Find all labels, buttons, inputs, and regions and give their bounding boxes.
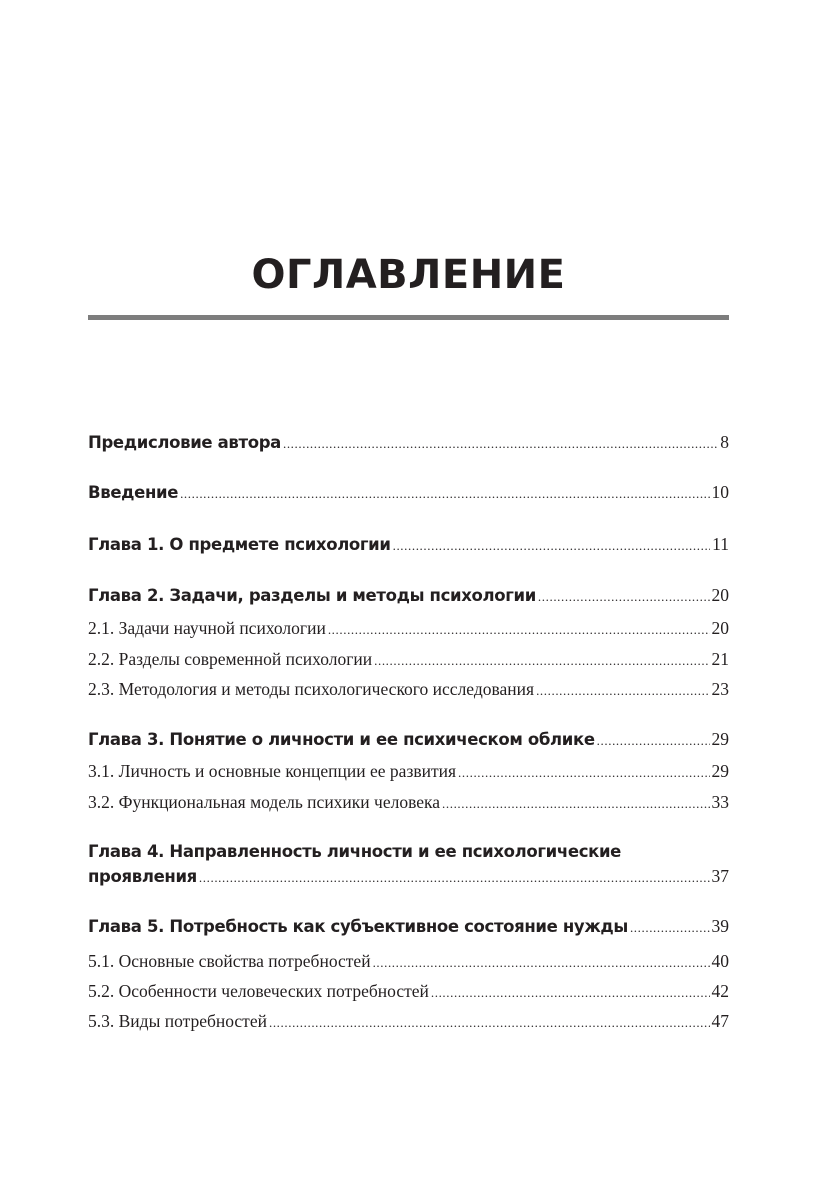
dot-leader	[373, 955, 710, 971]
toc-entry-title: Глава 5. Потребность как субъективное состояние нужды	[88, 917, 628, 936]
toc-entry-page: 33	[711, 792, 729, 812]
toc-entry-page: 37	[711, 866, 729, 886]
dot-leader	[328, 622, 710, 638]
toc-entry-page: 39	[711, 916, 729, 936]
toc-entry-page: 29	[711, 729, 729, 749]
page-title: ОГЛАВЛЕНИЕ	[251, 252, 566, 298]
toc-entry-chapter-3[interactable]	[88, 729, 729, 755]
toc-entry-title: Введение	[88, 483, 179, 502]
toc-entry-page: 40	[711, 951, 729, 971]
toc-entry-title: Предисловие автора	[88, 433, 281, 452]
toc-entry-page: 42	[711, 981, 729, 1001]
dot-leader	[199, 870, 710, 886]
title-underline	[88, 315, 729, 320]
dot-leader	[269, 1015, 710, 1031]
toc-entry-section-3-1[interactable]	[88, 761, 729, 787]
toc-entry-page: 8	[720, 432, 729, 452]
dot-leader	[431, 985, 710, 1001]
toc-entry-title: 2.1. Задачи научной психологии	[88, 618, 326, 638]
toc-entry-title: 5.2. Особенности человеческих потребностей	[88, 981, 429, 1001]
toc-entry-page: 23	[711, 679, 729, 699]
toc-entry-page: 21	[711, 649, 729, 669]
toc-entry-section-2-3[interactable]	[88, 679, 729, 705]
toc-entry-title: 3.1. Личность и основные концепции ее развития	[88, 761, 457, 781]
dot-leader	[538, 589, 710, 605]
dot-leader	[458, 765, 709, 781]
toc-entry-page: 20	[711, 585, 729, 605]
toc-entry-section-3-2[interactable]	[88, 792, 729, 818]
toc-entry-title: 5.3. Виды потребностей	[88, 1011, 267, 1031]
toc-entry-title: 2.2. Разделы современной психологии	[88, 649, 373, 669]
dot-leader	[393, 538, 711, 554]
toc-entry-title: Глава 2. Задачи, разделы и методы психологии	[88, 586, 536, 605]
toc-entry-chapter-2[interactable]	[88, 585, 729, 611]
toc-entry-section-5-2[interactable]	[88, 981, 729, 1007]
toc-entry-title: Глава 3. Понятие о личности и ее психическом облике	[88, 730, 595, 749]
toc-entry-chapter-1[interactable]	[88, 534, 729, 560]
dot-leader	[283, 436, 718, 452]
toc-entry-title: Глава 1. О предмете психологии	[88, 535, 391, 554]
toc-entry-page: 29	[711, 761, 729, 781]
dot-leader	[374, 653, 709, 669]
toc-entry-page: 10	[711, 482, 729, 502]
toc-entry-introduction[interactable]	[88, 482, 729, 508]
toc-entry-chapter-4-line-1[interactable]: Глава 4. Направленность личности и ее психологические	[88, 842, 622, 861]
dot-leader	[442, 796, 709, 812]
toc-entry-page: 47	[711, 1011, 729, 1031]
dot-leader	[630, 920, 710, 936]
toc-entry-preface[interactable]	[88, 432, 729, 458]
toc-entry-section-5-1[interactable]	[88, 951, 729, 977]
toc-entry-title: 2.3. Методология и методы психологического исследования	[88, 679, 535, 699]
dot-leader	[180, 486, 709, 502]
toc-entry-chapter-4[interactable]	[88, 866, 729, 892]
toc-entry-section-5-3[interactable]	[88, 1011, 729, 1037]
toc-entry-section-2-2[interactable]	[88, 649, 729, 675]
toc-entry-chapter-5[interactable]	[88, 916, 729, 942]
toc-entry-title: 5.1. Основные свойства потребностей	[88, 951, 371, 971]
toc-entry-page: 20	[711, 618, 729, 638]
toc-entry-section-2-1[interactable]	[88, 618, 729, 644]
dot-leader	[597, 733, 710, 749]
dot-leader	[536, 683, 709, 699]
toc-entry-page: 11	[712, 534, 729, 554]
toc-entry-title: 3.2. Функциональная модель психики человека	[88, 792, 441, 812]
toc-entry-title: проявления	[88, 867, 197, 886]
